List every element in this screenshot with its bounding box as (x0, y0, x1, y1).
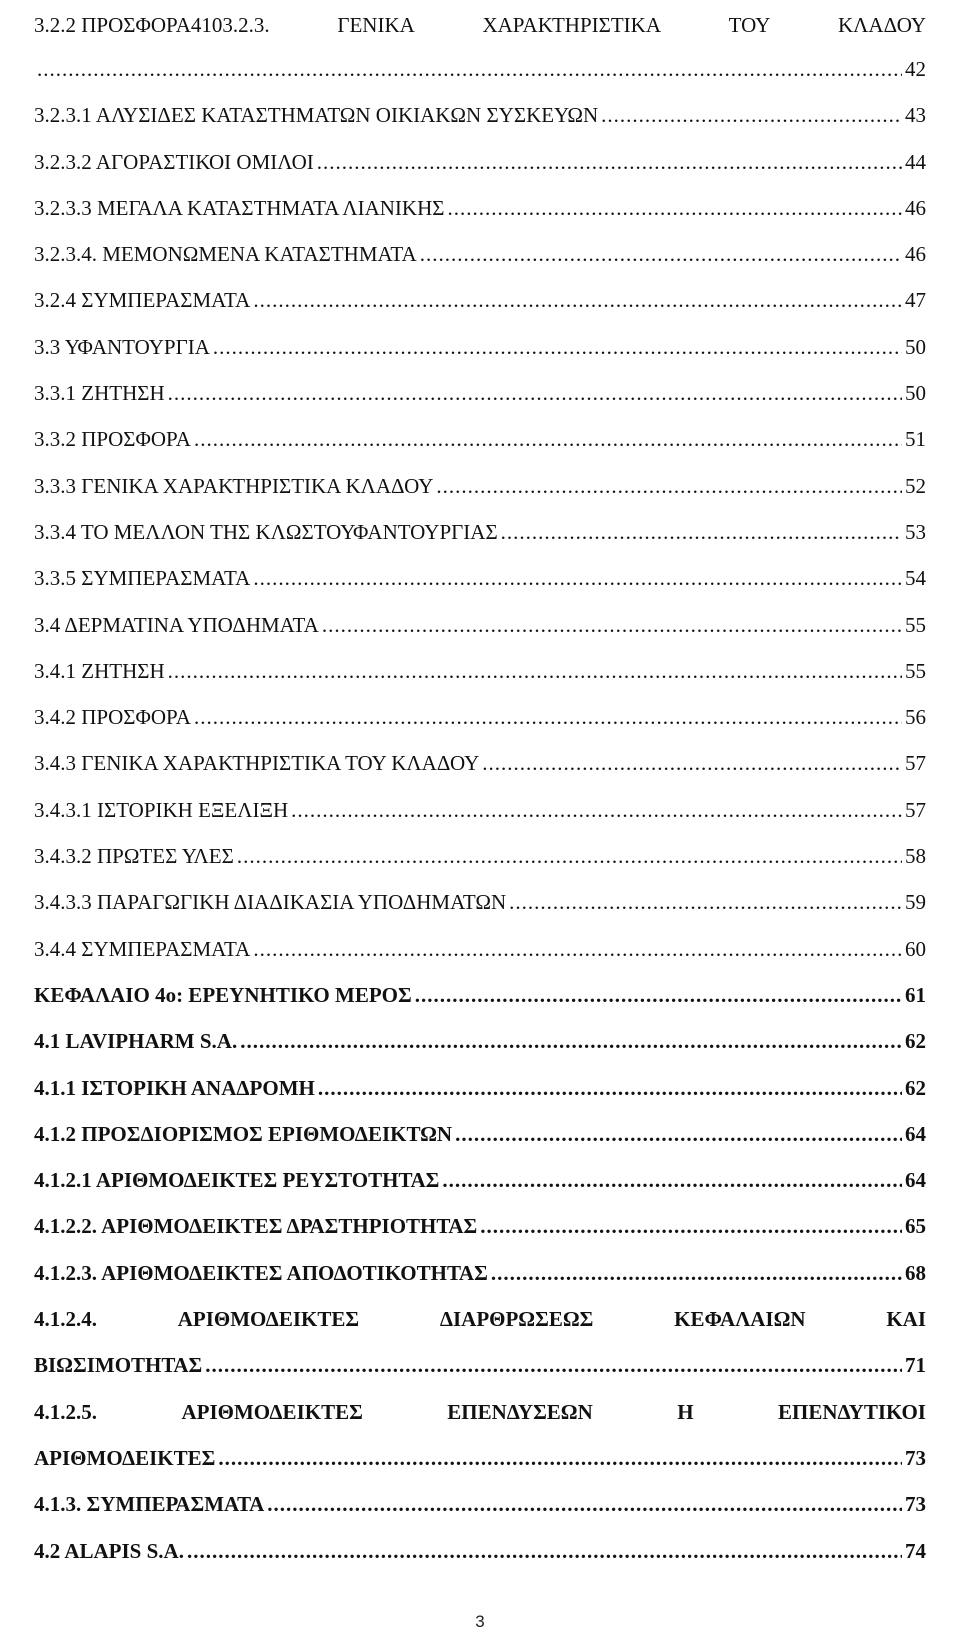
toc-entry[interactable] (34, 1528, 926, 1574)
toc-tail-entries (34, 1481, 926, 1574)
toc-entry[interactable] (34, 1065, 926, 1111)
toc-leader-dots (218, 1435, 902, 1481)
toc-entry-page: 55 (905, 658, 926, 683)
toc-word: ΑΡΙΘΜΟΔΕΙΚΤΕΣ (177, 1307, 360, 1332)
toc-entry-label: 4.1.2.2. ΑΡΙΘΜΟΔΕΙΚΤΕΣ ΔΡΑΣΤΗΡΙΟΤΗΤΑΣ (34, 1214, 478, 1239)
toc-leader-dots (240, 1018, 902, 1064)
toc-entry-page: 59 (905, 890, 926, 915)
toc-wrap-line-1 (34, 1296, 926, 1342)
toc-entry[interactable] (34, 1342, 926, 1388)
toc-entry[interactable] (34, 1157, 926, 1203)
toc-entry-page: 62 (905, 1075, 926, 1100)
toc-entry-page: 55 (905, 612, 926, 637)
toc-word: 4.1.2.4. (34, 1307, 97, 1332)
toc-entry-label: 3.3.4 ΤΟ ΜΕΛΛΟΝ ΤΗΣ ΚΛΩΣΤΟΥΦΑΝΤΟΥΡΓΙΑΣ (34, 519, 498, 544)
toc-entry-label: 4.2 ALAPIS S.A. (34, 1538, 184, 1563)
toc-entry[interactable] (34, 602, 926, 648)
toc-entry-page: 46 (905, 242, 926, 267)
toc-entry-label: 3.4.2 ΠΡΟΣΦΟΡΑ (34, 705, 191, 730)
toc-entry-label: 4.1.2.3. ΑΡΙΘΜΟΔΕΙΚΤΕΣ ΑΠΟΔΟΤΙΚΟΤΗΤΑΣ (34, 1260, 488, 1285)
toc-entry-page: 50 (905, 381, 926, 406)
toc-leader-dots (253, 926, 902, 972)
toc-word: ΑΡΙΘΜΟΔΕΙΚΤΕΣ (181, 1399, 363, 1424)
toc-entry-label: 3.4.1 ΖΗΤΗΣΗ (34, 658, 165, 683)
toc-leader-dots (205, 1342, 902, 1388)
toc-entry-page: 57 (905, 797, 926, 822)
toc-leader-dots (455, 1111, 902, 1157)
toc-entry-page: 64 (905, 1168, 926, 1193)
toc-word: ΔΙΑΡΘΡΩΣΕΩΣ (439, 1307, 594, 1332)
toc-entry-page: 57 (905, 751, 926, 776)
toc-leader-dots (317, 139, 902, 185)
toc-entry-label: 3.2.4 ΣΥΜΠΕΡΑΣΜΑΤΑ (34, 288, 251, 313)
toc-word: ΕΠΕΝΔΥΣΕΩΝ (447, 1399, 593, 1424)
toc-leader-dots (601, 92, 902, 138)
toc-entry[interactable] (34, 1435, 926, 1481)
toc-entry[interactable] (34, 277, 926, 323)
toc-leader-dots (480, 1203, 902, 1249)
toc-entry-page: 53 (905, 519, 926, 544)
toc-entry[interactable] (34, 231, 926, 277)
toc-entry-label: 3.4.3.1 ΙΣΤΟΡΙΚΗ ΕΞΕΛΙΞΗ (34, 797, 289, 822)
toc-entry-page: 58 (905, 844, 926, 869)
toc-header-word: ΤΟΥ (728, 13, 771, 37)
toc-leader-dots (501, 509, 902, 555)
toc-entry-label: 3.2.3.4. ΜΕΜΟΝΩΜΕΝΑ ΚΑΤΑΣΤΗΜΑΤΑ (34, 242, 417, 267)
toc-leader-dots (168, 370, 902, 416)
toc-word: ΚΕΦΑΛΑΙΩΝ (674, 1307, 806, 1332)
toc-entry[interactable] (34, 416, 926, 462)
toc-entry-label: 3.4 ΔΕΡΜΑΤΙΝΑ ΥΠΟΔΗΜΑΤΑ (34, 612, 319, 637)
toc-header-word: ΓΕΝΙΚΑ (337, 13, 415, 37)
toc-entry[interactable] (34, 46, 926, 92)
toc-entry-page: 73 (905, 1492, 926, 1517)
toc-entry-label: 3.4.3.2 ΠΡΩΤΕΣ ΥΛΕΣ (34, 844, 234, 869)
toc-entry[interactable] (34, 972, 926, 1018)
toc-entry-page: 60 (905, 936, 926, 961)
toc-entry[interactable] (34, 648, 926, 694)
toc-leader-dots (491, 1250, 902, 1296)
toc-entry-page: 64 (905, 1121, 926, 1146)
toc-word: Η (677, 1399, 694, 1424)
toc-entry-label: ΑΡΙΘΜΟΔΕΙΚΤΕΣ (34, 1445, 216, 1470)
toc-entry[interactable] (34, 740, 926, 786)
toc-entry-page: 65 (905, 1214, 926, 1239)
toc-entry[interactable] (34, 1481, 926, 1527)
toc-leader-dots (420, 231, 902, 277)
toc-entry[interactable] (34, 555, 926, 601)
toc-leader-dots (194, 416, 902, 462)
toc-header-line (34, 4, 926, 46)
toc-entry-page: 73 (905, 1445, 926, 1470)
toc-entry[interactable] (34, 139, 926, 185)
toc-entry-label: 3.3.3 ΓΕΝΙΚΑ ΧΑΡΑΚΤΗΡΙΣΤΙΚΑ ΚΛΑΔΟΥ (34, 473, 434, 498)
toc-leader-dots (318, 1065, 902, 1111)
toc-word: 4.1.2.5. (34, 1399, 97, 1424)
toc-entry[interactable] (34, 509, 926, 555)
toc-entry-page: 74 (905, 1538, 926, 1563)
toc-leader-dots (253, 555, 902, 601)
toc-entry[interactable] (34, 833, 926, 879)
toc-entry-label: 3.4.3.3 ΠΑΡΑΓΩΓΙΚΗ ΔΙΑΔΙΚΑΣΙΑ ΥΠΟΔΗΜΑΤΩΝ (34, 890, 507, 915)
toc-leader-dots (509, 879, 902, 925)
toc-entry-page: 44 (905, 149, 926, 174)
toc-entry-page: 43 (905, 103, 926, 128)
toc-entry-label: 3.2.3.2 ΑΓΟΡΑΣΤΙΚΟΙ ΟΜΙΛΟΙ (34, 149, 314, 174)
toc-entry-page: 46 (905, 195, 926, 220)
toc-entry[interactable] (34, 1203, 926, 1249)
toc-entry-page: 50 (905, 334, 926, 359)
toc-entry-label: 4.1.2.1 ΑΡΙΘΜΟΔΕΙΚΤΕΣ ΡΕΥΣΤΟΤΗΤΑΣ (34, 1168, 440, 1193)
toc-leader-dots (253, 277, 902, 323)
toc-entry[interactable] (34, 324, 926, 370)
toc-header-word: ΚΛΑΔΟΥ (838, 13, 926, 37)
toc-entry[interactable] (34, 926, 926, 972)
toc-leader-dots (237, 833, 902, 879)
toc-leader-dots (187, 1528, 902, 1574)
toc-entry-page: 68 (905, 1260, 926, 1285)
toc-entry[interactable] (34, 879, 926, 925)
toc-entry-label: 3.4.4 ΣΥΜΠΕΡΑΣΜΑΤΑ (34, 936, 251, 961)
toc-leader-dots (442, 1157, 902, 1203)
toc-entry-page: 52 (905, 473, 926, 498)
toc-entry-page: 61 (905, 982, 926, 1007)
toc-entry-page: 42 (905, 57, 926, 81)
toc-entry-label: 4.1.3. ΣΥΜΠΕΡΑΣΜΑΤΑ (34, 1492, 265, 1517)
toc-word: ΕΠΕΝΔΥΤΙΚΟΙ (778, 1399, 926, 1424)
toc-entries (34, 46, 926, 1296)
toc-entry[interactable] (34, 1111, 926, 1157)
toc-entry-label: 4.1.1 ΙΣΤΟΡΙΚΗ ΑΝΑΔΡΟΜΗ (34, 1075, 315, 1100)
toc-entry-label: 3.3.5 ΣΥΜΠΕΡΑΣΜΑΤΑ (34, 566, 251, 591)
toc-leader-dots (37, 46, 902, 92)
table-of-contents (34, 4, 926, 1574)
toc-entry-page: 47 (905, 288, 926, 313)
toc-entry-label: 3.2.3.3 ΜΕΓΑΛΑ ΚΑΤΑΣΤΗΜΑΤΑ ΛΙΑΝΙΚΗΣ (34, 195, 445, 220)
toc-entry[interactable] (34, 370, 926, 416)
toc-entry[interactable] (34, 1018, 926, 1064)
page-number: 3 (475, 1612, 485, 1631)
toc-entry-page: 62 (905, 1029, 926, 1054)
toc-entry-label: ΒΙΩΣΙΜΟΤΗΤΑΣ (34, 1353, 203, 1378)
toc-entry-label: 3.3 ΥΦΑΝΤΟΥΡΓΙΑ (34, 334, 210, 359)
toc-wrap-line-2 (34, 1389, 926, 1435)
toc-leader-dots (291, 787, 902, 833)
toc-leader-dots (267, 1481, 902, 1527)
toc-header-word: ΧΑΡΑΚΤΗΡΙΣΤΙΚΑ (482, 13, 661, 37)
toc-entry[interactable] (34, 694, 926, 740)
toc-header-word: 3.2.2 ΠΡΟΣΦΟΡΑ4103.2.3. (34, 13, 270, 37)
toc-entry[interactable] (34, 185, 926, 231)
toc-entry-label: 3.2.3.1 ΑΛΥΣΙΔΕΣ ΚΑΤΑΣΤΗΜΑΤΩΝ ΟΙΚΙΑΚΩΝ ΣΥΣΚΕΥΩΝ (34, 103, 599, 128)
toc-word: ΚΑΙ (886, 1307, 926, 1332)
toc-entry-page: 56 (905, 705, 926, 730)
toc-entry[interactable] (34, 787, 926, 833)
toc-leader-dots (436, 463, 902, 509)
toc-leader-dots (482, 740, 902, 786)
toc-leader-dots (194, 694, 902, 740)
toc-entry-page: 71 (905, 1353, 926, 1378)
toc-leader-dots (415, 972, 902, 1018)
toc-entry-label: 4.1.2 ΠΡΟΣΔΙΟΡΙΣΜΟΣ ΕΡΙΘΜΟΔΕΙΚΤΩΝ (34, 1121, 453, 1146)
toc-entry[interactable] (34, 463, 926, 509)
toc-entry-label: ΚΕΦΑΛΑΙΟ 4ο: ΕΡΕΥΝΗΤΙΚΟ ΜΕΡΟΣ (34, 982, 412, 1007)
toc-leader-dots (168, 648, 902, 694)
toc-entry[interactable] (34, 92, 926, 138)
toc-entry-label: 3.3.2 ΠΡΟΣΦΟΡΑ (34, 427, 191, 452)
toc-entry[interactable] (34, 1250, 926, 1296)
toc-entry-page: 51 (905, 427, 926, 452)
toc-entry-label: 4.1 LAVIPHARM S.A. (34, 1029, 238, 1054)
toc-entry-label: 3.4.3 ΓΕΝΙΚΑ ΧΑΡΑΚΤΗΡΙΣΤΙΚΑ ΤΟΥ ΚΛΑΔΟΥ (34, 751, 480, 776)
toc-entry-page: 54 (905, 566, 926, 591)
toc-leader-dots (447, 185, 902, 231)
toc-leader-dots (322, 602, 902, 648)
toc-leader-dots (213, 324, 902, 370)
toc-entry-label: 3.3.1 ΖΗΤΗΣΗ (34, 381, 165, 406)
